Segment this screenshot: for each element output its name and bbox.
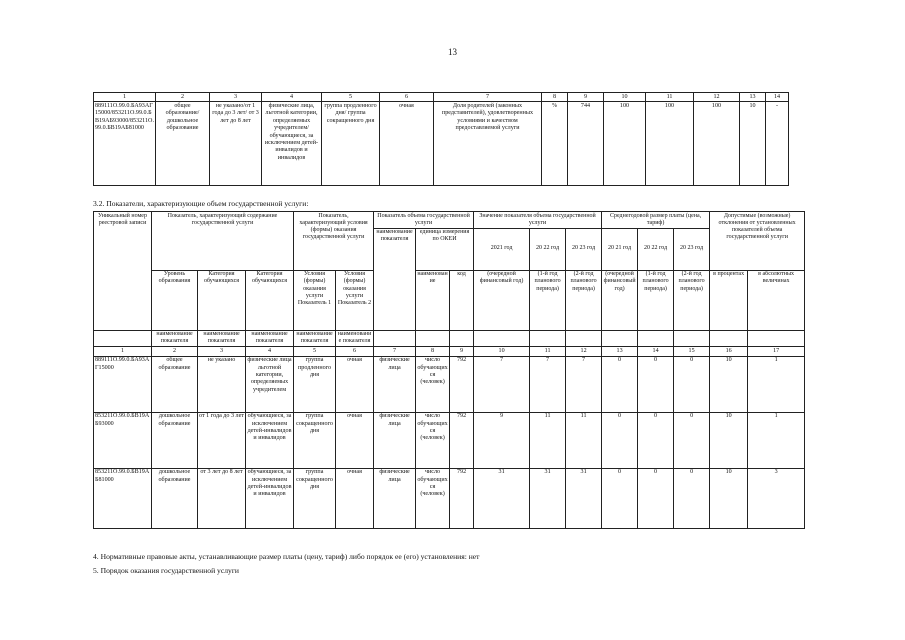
col-num: 10 — [474, 347, 530, 356]
header-indicator-name: наименование показателя — [294, 330, 336, 347]
cell: обучающиеся, за исключением детей-инвалидов и инвалидов — [246, 468, 294, 528]
cell: 0 — [602, 412, 638, 468]
header-period: (очередной финансовый год) — [474, 270, 530, 330]
cell: очная — [336, 356, 374, 412]
header-unit-code: код — [450, 270, 474, 330]
cell: 0 — [674, 468, 710, 528]
cell: физические лица льготной категории, определяемых учредителем — [246, 356, 294, 412]
header-unit: единица измерения по ОКЕИ — [416, 228, 474, 270]
cell: 1 — [748, 356, 805, 412]
cell: очная — [336, 412, 374, 468]
col-num: 8 — [416, 347, 450, 356]
header-period: (2-й год планового периода) — [566, 270, 602, 330]
header-unique-number: Уникальный номер реестровой записи — [94, 212, 152, 331]
blank-cell — [748, 330, 805, 347]
col-num: 11 — [646, 93, 694, 102]
col-num: 3 — [198, 347, 246, 356]
col-num: 4 — [262, 93, 322, 102]
cell: 792 — [450, 356, 474, 412]
header-absolute: в абсолютных величинах — [748, 270, 805, 330]
cell: 792 — [450, 468, 474, 528]
col-num: 1 — [94, 93, 156, 102]
cell: 0 — [674, 356, 710, 412]
blank-cell — [638, 330, 674, 347]
cell: 11 — [530, 412, 566, 468]
header-year: 20 22 год — [530, 228, 566, 270]
header-category-2: Категория обучающихся — [246, 270, 294, 330]
header-indicator-name: наименование показателя — [198, 330, 246, 347]
header-year: 20 23 год — [566, 228, 602, 270]
header-unit-name: наименование — [416, 270, 450, 330]
cell: 11 — [566, 412, 602, 468]
cell: 0 — [638, 412, 674, 468]
cell: число обучающихся (человек) — [416, 412, 450, 468]
cell: 10 — [740, 102, 766, 186]
header-value: Значение показателя объема государственной услуги — [474, 212, 602, 229]
col-num: 9 — [450, 347, 474, 356]
cell: 100 — [604, 102, 646, 186]
blank-cell — [674, 330, 710, 347]
header-volume: Показатель объема государственной услуги — [374, 212, 474, 229]
header-indicator-name: наименование показателя — [152, 330, 198, 347]
col-num: 6 — [336, 347, 374, 356]
col-num: 9 — [568, 93, 604, 102]
blank-cell — [450, 330, 474, 347]
header-indicator-name: наименование показателя — [246, 330, 294, 347]
col-num: 12 — [694, 93, 740, 102]
cell: физические лица — [374, 412, 416, 468]
header-deviation: Допустимые (возможные) отклонения от установленных показателей объема государственной услуги — [710, 212, 805, 271]
header-conditions: Показатель, характеризующий условия (формы) оказания государственной услуги — [294, 212, 374, 271]
cell: 7 — [474, 356, 530, 412]
cell: 31 — [474, 468, 530, 528]
quality-indicator-table — [93, 92, 789, 186]
cell: очная — [380, 102, 434, 186]
cell: 1 — [748, 412, 805, 468]
col-num: 2 — [152, 347, 198, 356]
footer-line-5: 5. Порядок оказания государственной услуги — [93, 566, 239, 575]
column-number-row — [94, 93, 789, 102]
cell: 31 — [566, 468, 602, 528]
cell: 31 — [530, 468, 566, 528]
blank-cell — [94, 330, 152, 347]
column-number-row — [94, 347, 805, 356]
cell: не указано/от 1 года до 3 лет/ от 3 лет до 8 лет — [210, 102, 262, 186]
col-num: 16 — [710, 347, 748, 356]
cell: - — [766, 102, 789, 186]
col-num: 3 — [210, 93, 262, 102]
table-row — [94, 468, 805, 528]
header-level: Уровень образования — [152, 270, 198, 330]
header-indicator-name: наименование показателя — [336, 330, 374, 347]
col-num: 8 — [542, 93, 568, 102]
table-row — [94, 412, 805, 468]
cell: общее образование — [152, 356, 198, 412]
cell: 7 — [566, 356, 602, 412]
col-num: 14 — [766, 93, 789, 102]
cell: 744 — [568, 102, 604, 186]
cell: 10 — [710, 356, 748, 412]
section-heading: 3.2. Показатели, характеризующие объем государственной услуги: — [93, 199, 309, 208]
cell: физические лица, льготной категории, определяемых учредителем/ обучающиеся, за исключением детей-инвалидов и инвалидов — [262, 102, 322, 186]
header-year: 2021 год — [474, 228, 530, 270]
col-num: 14 — [638, 347, 674, 356]
header-condition-1: Условия (формы) оказания услуги Показатель 1 — [294, 270, 336, 330]
blank-cell — [474, 330, 530, 347]
registry-number: 853211О.99.0.БВ19АБ81000 — [94, 468, 152, 528]
cell: 0 — [638, 468, 674, 528]
cell: физические лица — [374, 356, 416, 412]
cell: 0 — [674, 412, 710, 468]
cell: от 1 года до 3 лет — [198, 412, 246, 468]
col-num: 15 — [674, 347, 710, 356]
cell: 0 — [602, 356, 638, 412]
cell: число обучающихся (человек) — [416, 356, 450, 412]
cell: 100 — [646, 102, 694, 186]
header-condition-2: Условия (формы) оказания услуги Показатель 2 — [336, 270, 374, 330]
registry-number: 853211О.99.0.БВ19АБ93000 — [94, 412, 152, 468]
cell: 0 — [602, 468, 638, 528]
cell: очная — [336, 468, 374, 528]
cell: 10 — [710, 468, 748, 528]
header-percent: в процентах — [710, 270, 748, 330]
header-category: Категория обучающихся — [198, 270, 246, 330]
header-indicator-name: наименование показателя — [374, 228, 416, 330]
cell: 100 — [694, 102, 740, 186]
header-period: (1-й год планового периода) — [530, 270, 566, 330]
col-num: 10 — [604, 93, 646, 102]
registry-number: 889111О.99.0.БА93АГ15000/853211О.99.0.БВ19АБ93000/853211О.99.0.БВ19АБ81000 — [94, 102, 156, 186]
cell: группа продленного дня/ группа сокращенного дня — [322, 102, 380, 186]
col-num: 13 — [740, 93, 766, 102]
cell: группа сокращенного дня — [294, 468, 336, 528]
blank-cell — [602, 330, 638, 347]
col-num: 1 — [94, 347, 152, 356]
table-row — [94, 356, 805, 412]
cell: 7 — [530, 356, 566, 412]
blank-cell — [416, 330, 450, 347]
cell: 792 — [450, 412, 474, 468]
col-num: 13 — [602, 347, 638, 356]
registry-number: 889111О.99.0.БА93АГ15000 — [94, 356, 152, 412]
col-num: 11 — [530, 347, 566, 356]
blank-cell — [374, 330, 416, 347]
header-row-3 — [94, 270, 805, 330]
cell: 0 — [638, 356, 674, 412]
page-number: 13 — [448, 47, 457, 57]
cell: % — [542, 102, 568, 186]
header-row-4 — [94, 330, 805, 347]
header-row-1 — [94, 212, 805, 229]
col-num: 17 — [748, 347, 805, 356]
col-num: 2 — [156, 93, 210, 102]
blank-cell — [566, 330, 602, 347]
cell: Доля родителей (законных представителей), удовлетворенных условиями и качеством предоставляемой услуги — [434, 102, 542, 186]
footer-line-4: 4. Нормативные правовые акты, устанавливающие размер платы (цену, тариф) либо порядок ее (его) установления: нет — [93, 552, 480, 561]
col-num: 12 — [566, 347, 602, 356]
cell: обучающиеся, за исключением детей-инвалидов и инвалидов — [246, 412, 294, 468]
cell: 10 — [710, 412, 748, 468]
header-year: 20 23 год — [674, 228, 710, 270]
header-period: (2-й год планового периода) — [674, 270, 710, 330]
cell: от 3 лет до 8 лет — [198, 468, 246, 528]
header-year: 20 22 год — [638, 228, 674, 270]
volume-indicator-table — [93, 211, 805, 529]
col-num: 6 — [380, 93, 434, 102]
cell: дошкольное образование — [152, 468, 198, 528]
header-content: Показатель, характеризующий содержание государственной услуги — [152, 212, 294, 271]
cell: группа сокращенного дня — [294, 412, 336, 468]
blank-cell — [710, 330, 748, 347]
col-num: 5 — [294, 347, 336, 356]
header-year: 20 21 год — [602, 228, 638, 270]
header-fee: Среднегодовой размер платы (цена, тариф) — [602, 212, 710, 229]
cell: не указано — [198, 356, 246, 412]
col-num: 4 — [246, 347, 294, 356]
header-period: (1-й год планового периода) — [638, 270, 674, 330]
header-period: (очередной финансовый год) — [602, 270, 638, 330]
cell: 9 — [474, 412, 530, 468]
blank-cell — [530, 330, 566, 347]
col-num: 5 — [322, 93, 380, 102]
cell: общее образование/ дошкольное образование — [156, 102, 210, 186]
cell: 3 — [748, 468, 805, 528]
col-num: 7 — [374, 347, 416, 356]
cell: группа продленного дня — [294, 356, 336, 412]
cell: число обучающихся (человек) — [416, 468, 450, 528]
cell: дошкольное образование — [152, 412, 198, 468]
cell: физические лица — [374, 468, 416, 528]
table-row — [94, 102, 789, 186]
col-num: 7 — [434, 93, 542, 102]
